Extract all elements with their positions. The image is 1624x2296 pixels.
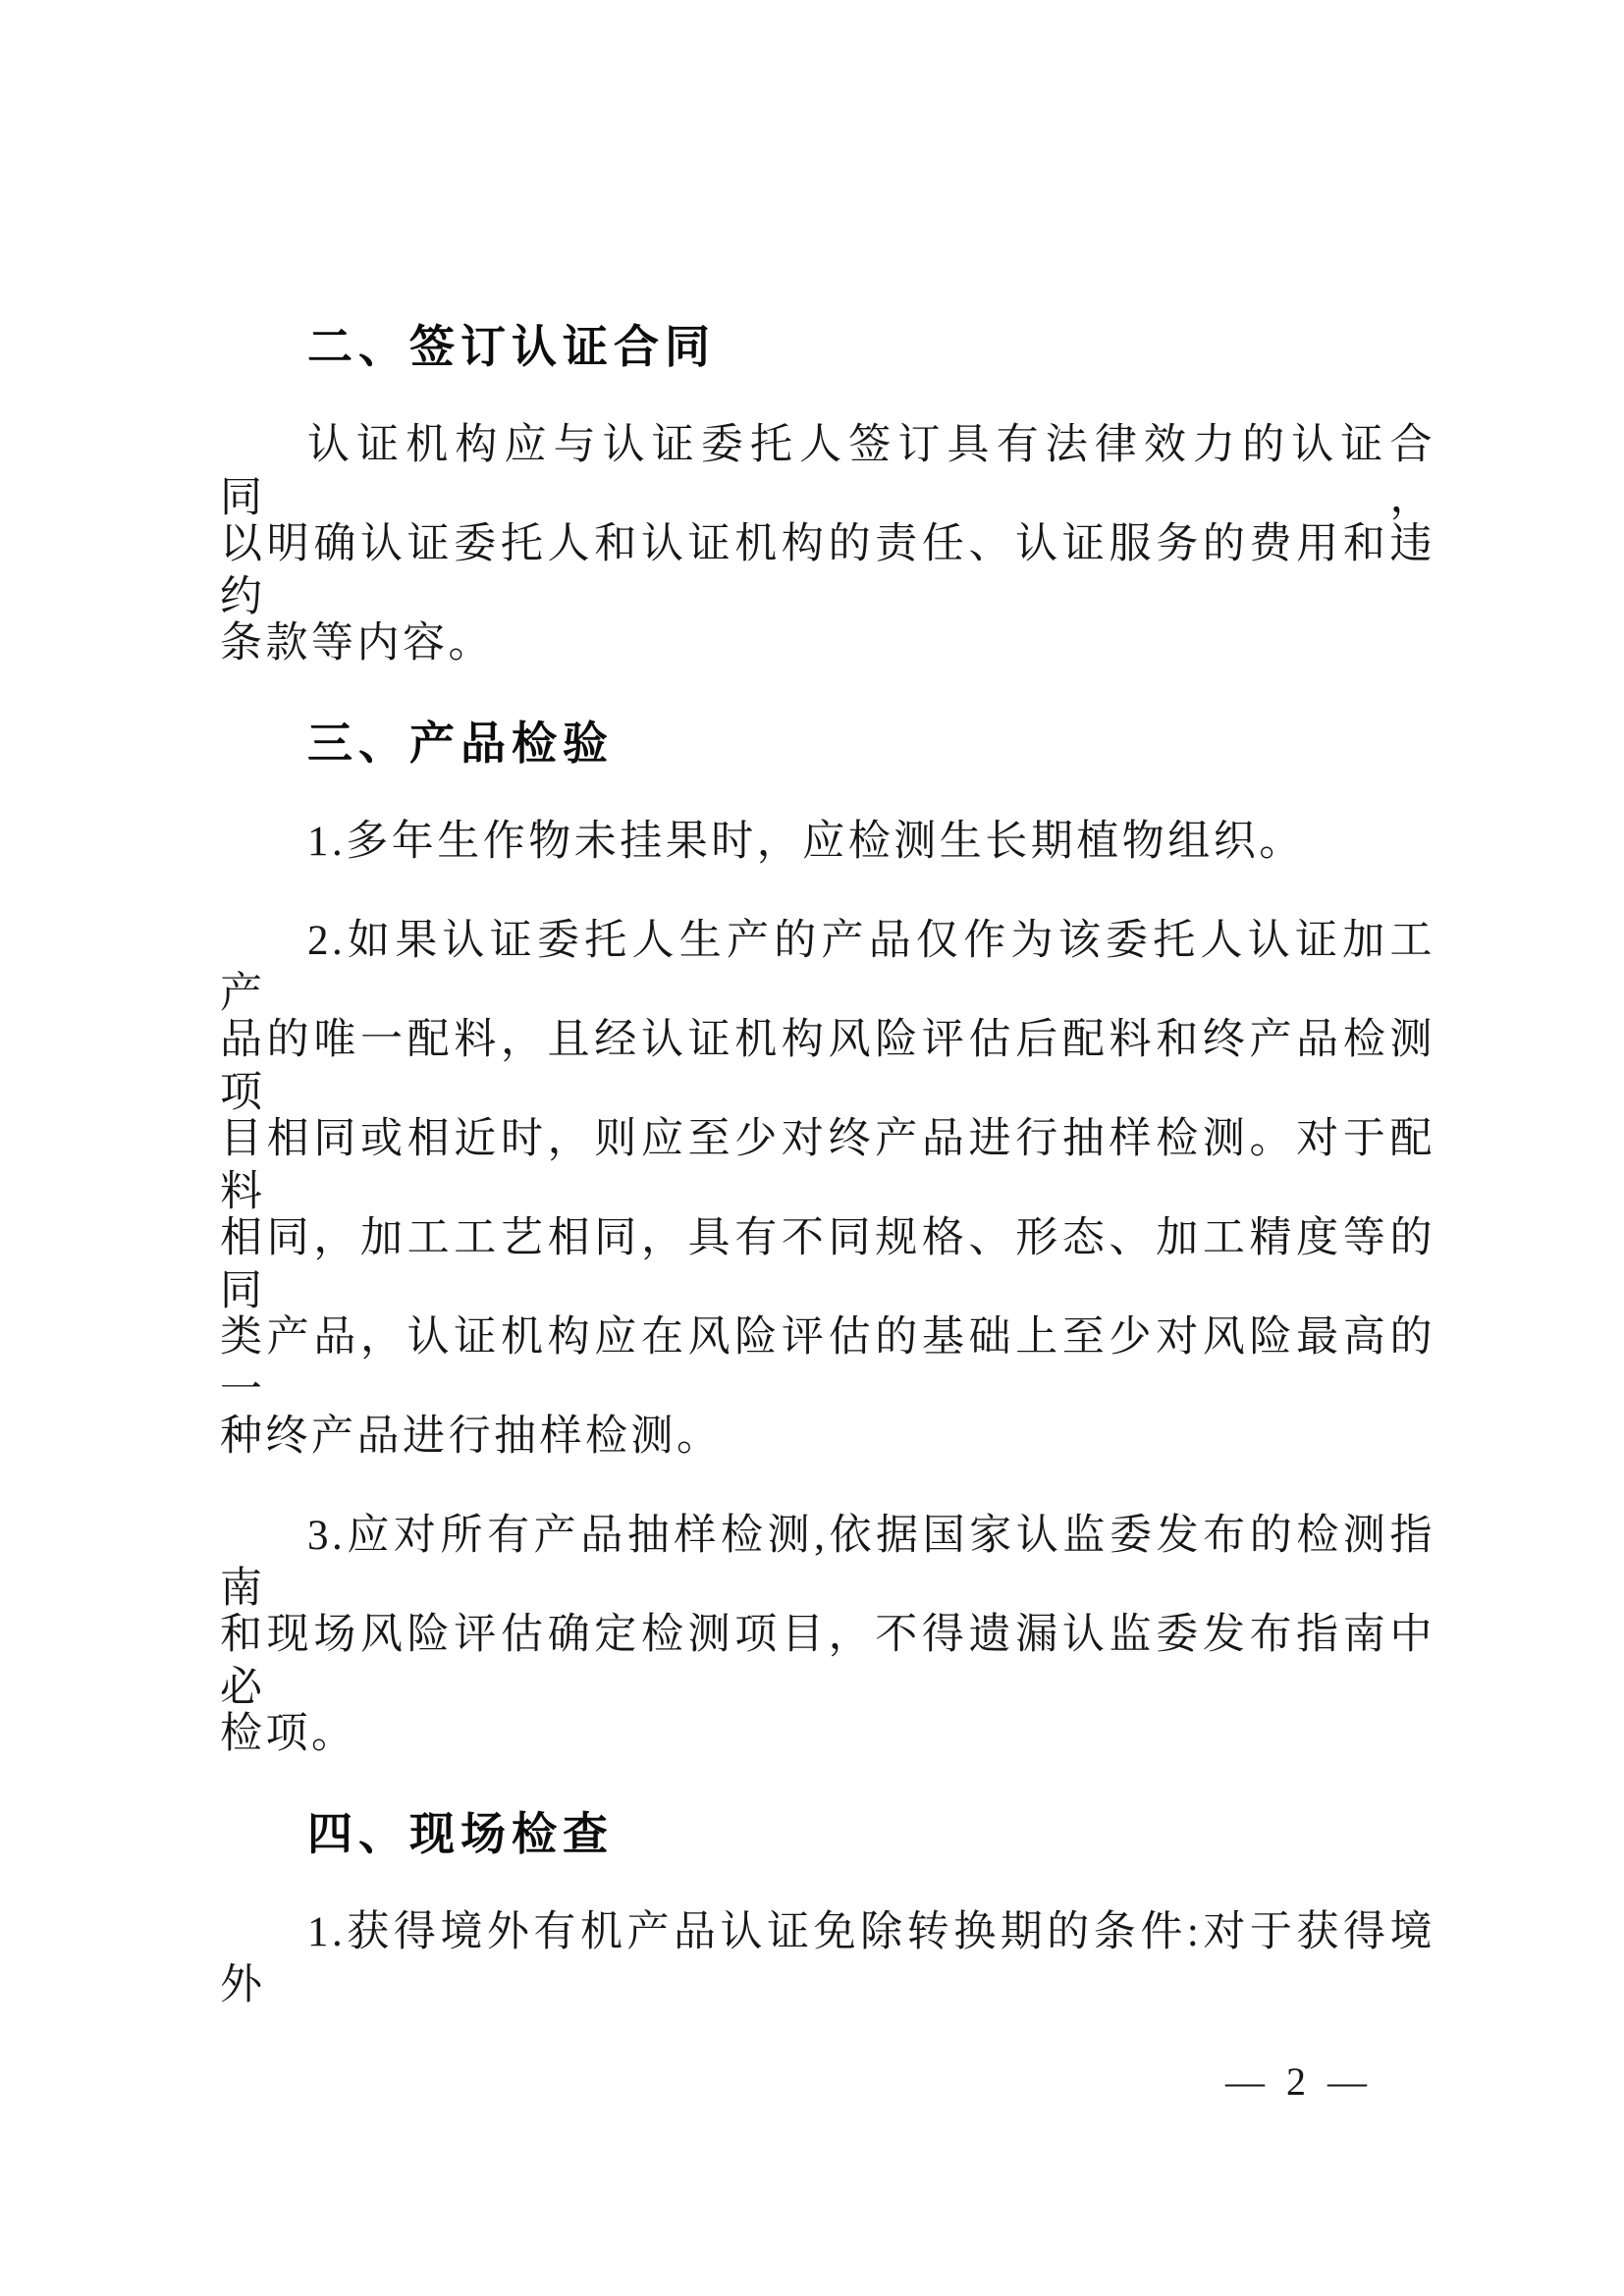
section-heading: 四、现场检查 [307, 1808, 614, 1859]
page-number: — 2 — [1225, 2059, 1373, 2104]
body-line: 相同，加工工艺相同，具有不同规格、形态、加工精度等的同 [220, 1215, 1435, 1314]
body-line: 目相同或相近时，则应至少对终产品进行抽样检测。对于配料 [220, 1116, 1435, 1215]
body-line: 类产品，认证机构应在风险评估的基础上至少对风险最高的一 [220, 1314, 1435, 1414]
body-line: 1.多年生作物未挂果时，应检测生长期植物组织。 [307, 819, 1305, 865]
body-line: 3.应对所有产品抽样检测,依据国家认监委发布的检测指南 [220, 1513, 1435, 1612]
body-line: 1.获得境外有机产品认证免除转换期的条件:对于获得境外 [220, 1909, 1435, 2008]
section-heading: 二、签订认证合同 [307, 321, 716, 372]
body-line: 以明确认证委托人和认证机构的责任、认证服务的费用和违约 [220, 521, 1435, 620]
body-line: 种终产品进行抽样检测。 [220, 1414, 723, 1460]
body-line: 检项。 [220, 1711, 357, 1757]
body-line: 和现场风险评估确定检测项目，不得遗漏认监委发布指南中必 [220, 1612, 1435, 1711]
body-line: 认证机构应与认证委托人签订具有法律效力的认证合同， [220, 422, 1435, 521]
body-line: 2.如果认证委托人生产的产品仅作为该委托人认证加工产 [220, 918, 1435, 1017]
section-heading: 三、产品检验 [307, 718, 614, 769]
body-line: 条款等内容。 [220, 620, 494, 667]
document-body [220, 320, 1435, 2008]
body-line: 品的唯一配料，且经认证机构风险评估后配料和终产品检测项 [220, 1017, 1435, 1116]
